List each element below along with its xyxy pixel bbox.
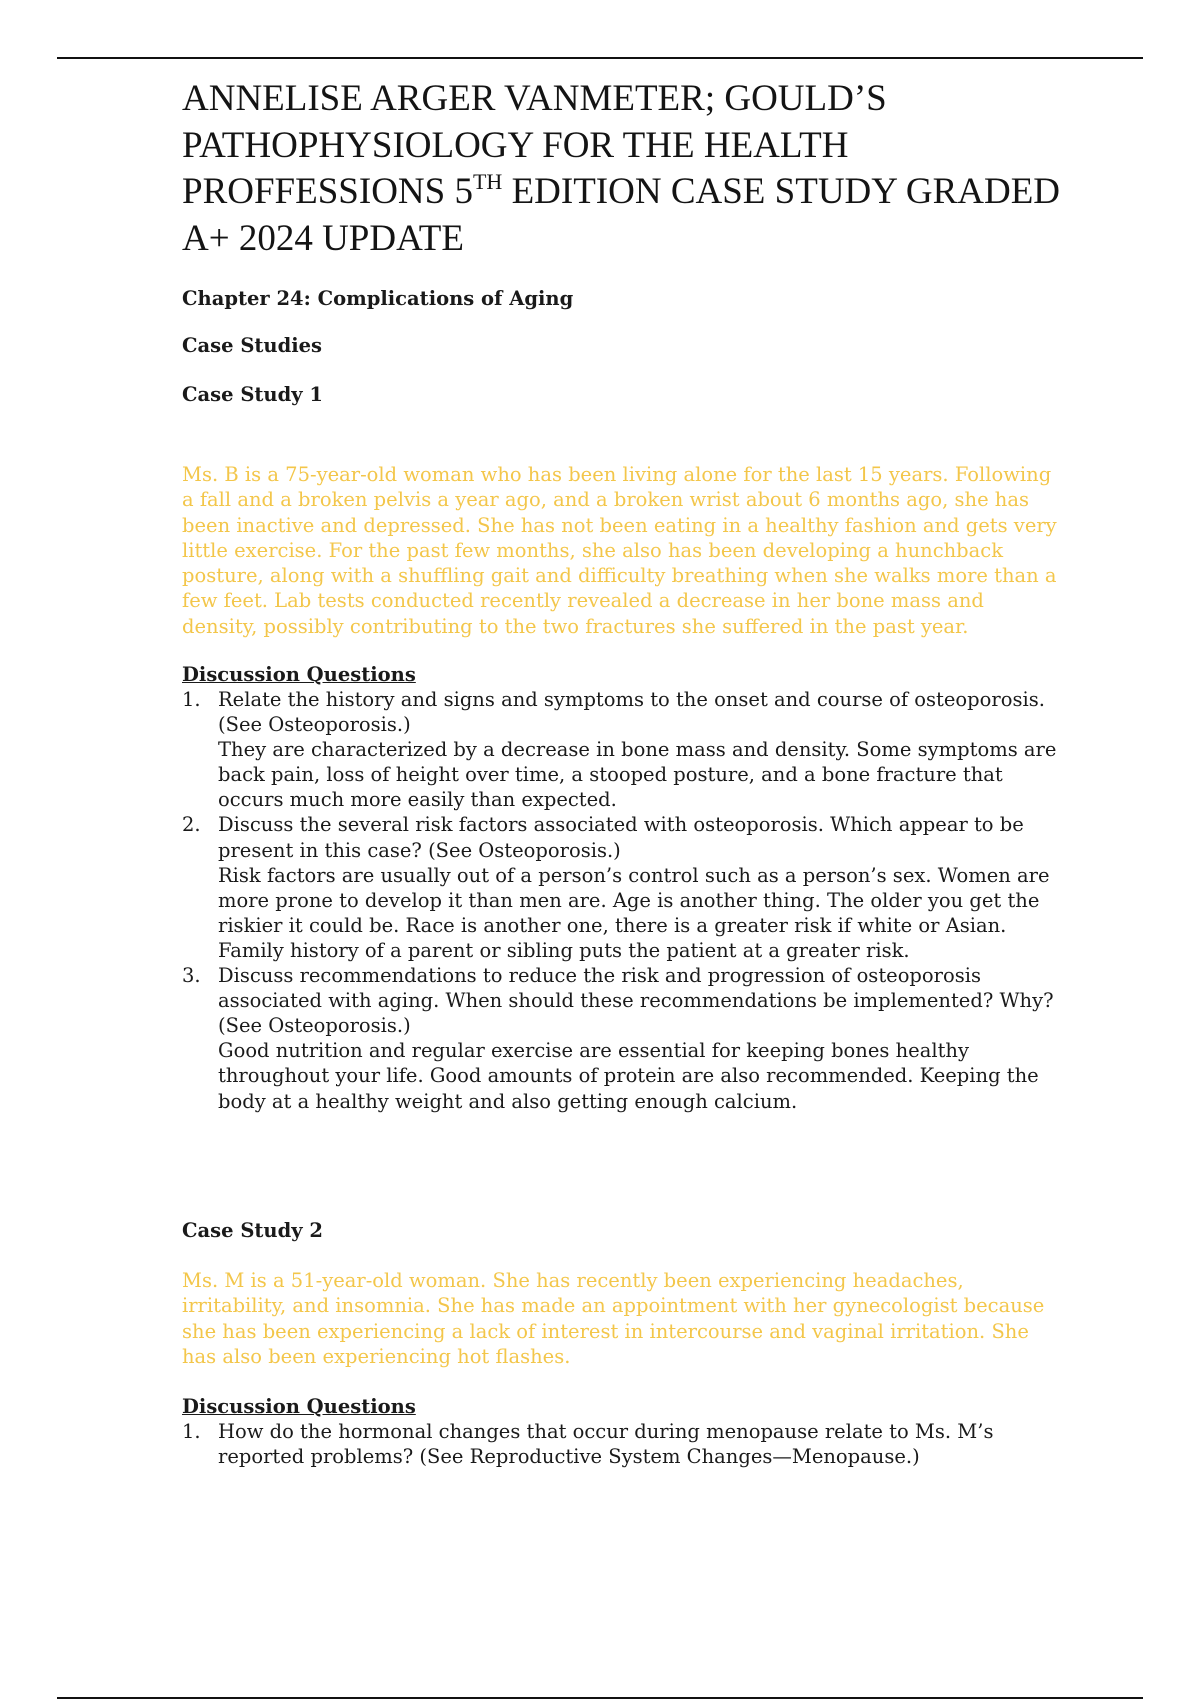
question-text: How do the hormonal changes that occur during menopause relate to Ms. M’s reported problems? (See Reproductive System Changes—Menopause.): [218, 1420, 994, 1469]
title-text-part2: EDITION CASE STUDY GRADED A+ 2024 UPDATE: [182, 171, 1061, 259]
answer-text: Good nutrition and regular exercise are essential for keeping bones healthy throughout your life. Good amounts of protein are also recommended. Keeping the body at a healthy weight and also getting enough calcium.: [218, 1039, 1039, 1113]
top-rule: [57, 57, 1143, 59]
question-text: Discuss recommendations to reduce the risk and progression of osteoporosis associated with aging. When should these recommendations be implemented? Why? (See Osteoporosis.): [218, 964, 1054, 1038]
question-text: Relate the history and signs and symptoms to the onset and course of osteoporosis. (See Osteoporosis.): [218, 688, 1045, 737]
discussion-questions-heading-1: Discussion Questions: [182, 663, 416, 686]
question-item: [182, 1419, 1062, 1469]
document-title: [182, 76, 1062, 262]
answer-text: Risk factors are usually out of a person’s control such as a person’s sex. Women are more prone to develop it than men are. Age is another thing. The older you get the riskier it could be. Race is another one, there is a greater risk if white or Asian. Family history of a parent or sibling puts the patient at a greater risk.: [218, 863, 1050, 962]
case-study-1-question-list: [182, 687, 1062, 1114]
question-item: [182, 687, 1062, 812]
question-number: 1.: [182, 1420, 201, 1443]
page-content: [182, 76, 1062, 1469]
question-number: 2.: [182, 813, 201, 837]
question-item: [182, 812, 1062, 963]
discussion-questions-heading-2: Discussion Questions: [182, 1395, 416, 1418]
case-study-2-heading: Case Study 2: [182, 1219, 323, 1242]
question-item: [182, 963, 1062, 1114]
bottom-rule: [57, 1697, 1143, 1699]
case-study-2-scenario: Ms. M is a 51-year-old woman. She has recently been experiencing headaches, irritability, and insomnia. She has made an appointment with her gynecologist because she has been experiencing a lack of interest in intercourse and vaginal irritation. She has also been experiencing hot flashes.: [182, 1269, 1045, 1368]
question-text: Discuss the several risk factors associated with osteoporosis. Which appear to be present in this case? (See Osteoporosis.): [218, 813, 1024, 862]
question-number: 1.: [182, 688, 201, 711]
case-study-1-scenario: Ms. B is a 75-year-old woman who has been living alone for the last 15 years. Following a fall and a broken pelvis a year ago, and a broken wrist about 6 months ago, she has been inactive and depressed. She has not been eating in a healthy fashion and gets very little exercise. For the past few months, she also has been developing a hunchback posture, along with a shuffling gait and difficulty breathing when she walks more than a few feet. Lab tests conducted recently revealed a decrease in her bone mass and density, possibly contributing to the two fractures she suffered in the past year.: [182, 463, 1057, 638]
title-superscript: TH: [472, 169, 503, 194]
answer-text: They are characterized by a decrease in bone mass and density. Some symptoms are back pain, loss of height over time, a stooped posture, and a bone fracture that occurs much more easily than expected.: [218, 738, 1057, 812]
question-number: 3.: [182, 964, 201, 988]
chapter-heading: Chapter 24: Complications of Aging: [182, 287, 574, 310]
case-studies-heading: Case Studies: [182, 334, 323, 357]
title-text-part1: ANNELISE ARGER VANMETER; GOULD’S PATHOPHYSIOLOGY FOR THE HEALTH PROFFESSIONS 5: [182, 78, 887, 212]
case-study-1-heading: Case Study 1: [182, 383, 323, 406]
case-study-2-question-list: [182, 1419, 1062, 1469]
